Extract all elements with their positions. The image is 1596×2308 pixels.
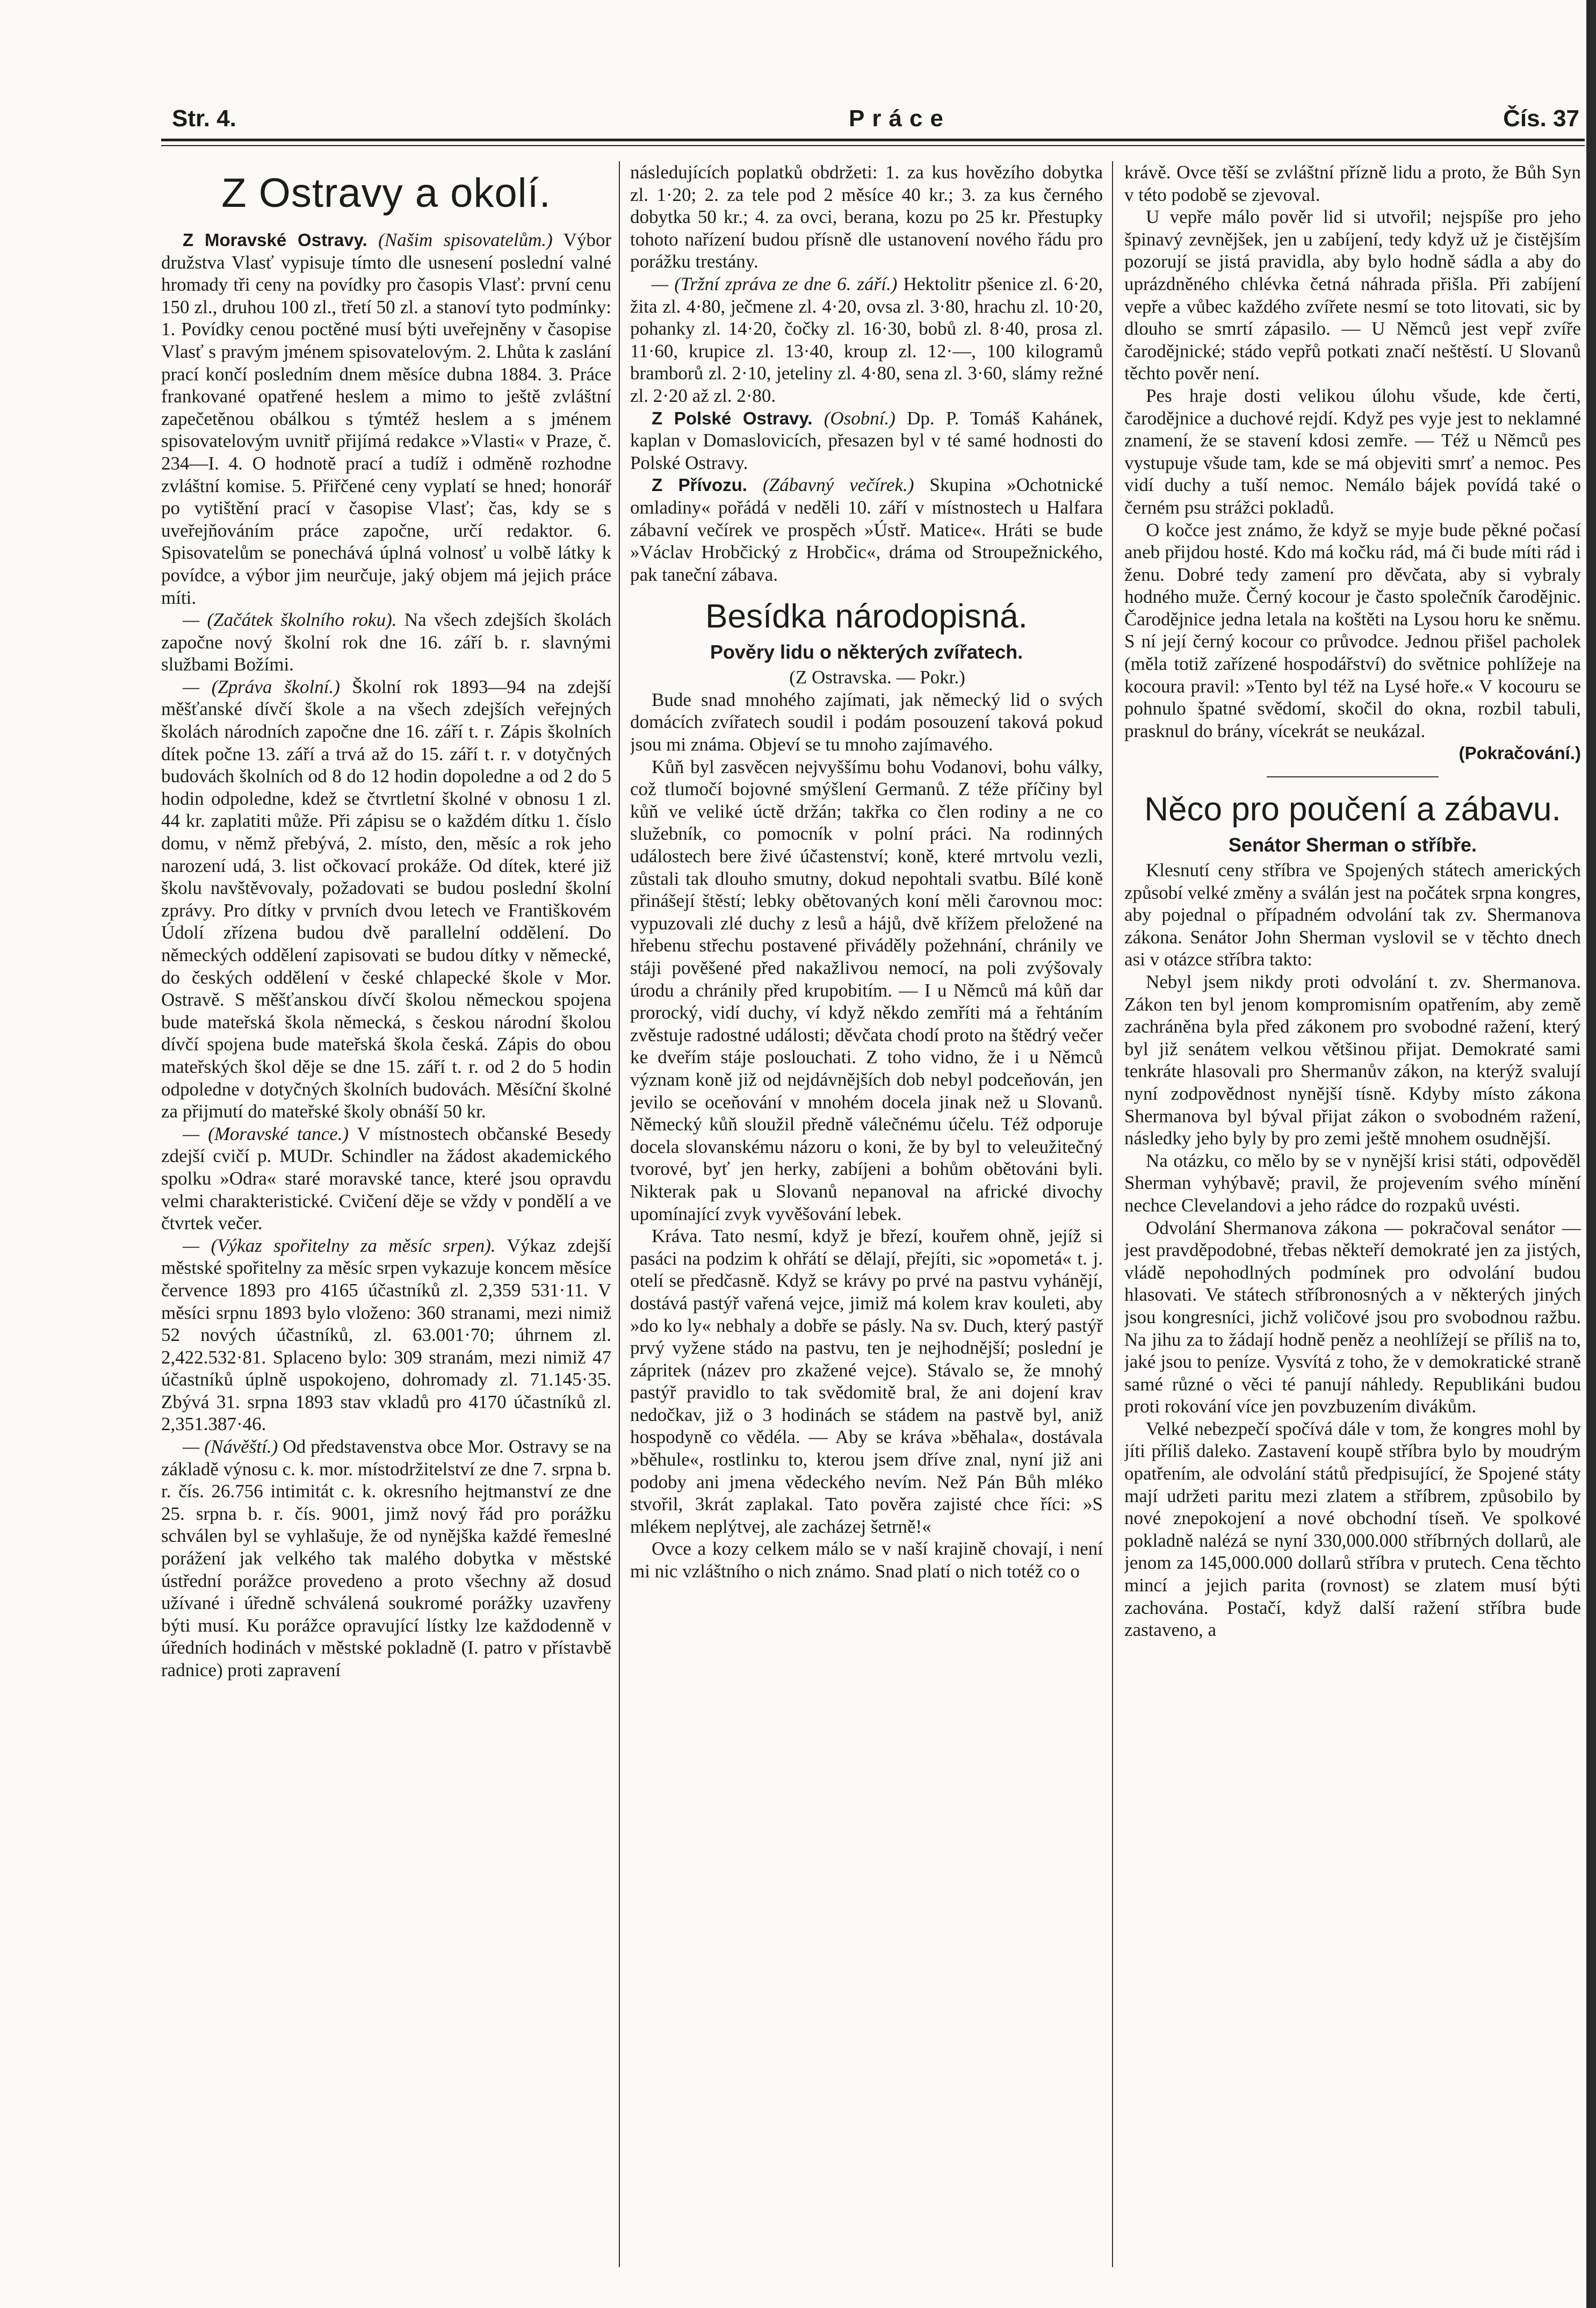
continuation-note: (Pokračování.) bbox=[1458, 743, 1581, 763]
header-rule bbox=[161, 139, 1585, 141]
article-paragraph: — (Začátek školního roku). Na všech zdejších školách započne nový školní rok dne 16. září b. r. slavnými službami Božími. bbox=[161, 609, 611, 675]
article-paragraph: Na otázku, co mělo by se v nynější krisi státi, odpověděl Sherman vyhýbavě; pravil, že projevením svého mínění nechce Clevelandovi a jeho rádce do rozpaků uvésti. bbox=[1124, 1150, 1581, 1216]
article-paragraph: Nebyl jsem nikdy proti odvolání t. zv. Shermanova. Zákon ten byl jenom kompromisním opatřením, aby země zachráněna byla před zákonem pro svobodné ražení, který byl již senátem velkou většinou přijat. Demokraté sami tenkráte hlasovali pro Shermanův zákon, na kterýž svalují nyní zodpovědnost nynější tísně. Kdyby místo zákona Shermanova byl býval přijat zákon o svobodném ražení, následky jeho byly by pro zemi ještě mnohem osudnější. bbox=[1124, 971, 1581, 1149]
article-paragraph: Kůň byl zasvěcen nejvyššímu bohu Vodanovi, bohu války, což tlumočí bojovné smýšlení Germanů. Z téže příčiny byl kůň ve veliké úctě držán; takřka co člen rodiny a ne co služebník, co pomocník v polní práci. Na rodinných událostech bere živé účastenství; koně, které mrtvolu vezli, zůstali tak dlouho smutny, dokud nepohtali svatbu. Bílé koně přinášejí štěstí; lebky obětovaných koní měli čarovnou moc: vypuzovali zlé duchy z lesů a hájů, dvě křížem přeložené na hřebenu střechu postavené přiváděly požehnání, chránily ve stáji pověšené před nakažlivou nemocí, na poli zvýšovaly úrodu a chránily před krupobitím. — I u Němců má kůň dar prorocký, vidí duchy, ví když někdo zemříti má a řehtáním zvěstuje radostné události; děvčata chodí proto na štědrý večer ke dveřím stáje poslouchati. Z toho vidno, že i u Němců význam koně již od nejdávnějších dob nebyl podceňován, jen jevilo se oceňování v mnohém docela jinak než u Slovanů. Německý kůň sloužil předně válečnému účelu. Též odporuje docela slovanskému názoru o koni, že by byl to veleužitečný tvorové, byť jen herky, zabíjeni a bohům obětováni byli. Nikterak pak u Slovanů nepanoval na africké divochy upomínající zvyk vyvěšování lebek. bbox=[630, 756, 1103, 1224]
column-3 bbox=[1124, 161, 1581, 2267]
article-paragraph: Bude snad mnohého zajímati, jak německý lid o svých domácích zvířatech soudil i podám posouzení taková pokud jsou mi známa. Objeví se tu mnoho zajímavého. bbox=[630, 689, 1103, 755]
article-paragraph: Z Přívozu. (Zábavný večírek.) Skupina »Ochotnické omladiny« pořádá v neděli 10. září v místnostech u Halfara zábavní večírek ve prospěch »Ústř. Matice«. Hráti se bude »Václav Hrobčický z Hrobčic«, dráma od Stroupežnického, pak taneční zábava. bbox=[630, 474, 1103, 585]
section-subtitle: Pověry lidu o některých zvířatech. bbox=[710, 641, 1023, 663]
page-edge-shadow bbox=[1586, 0, 1596, 2308]
section-title: Besídka národopisná. bbox=[705, 598, 1028, 636]
section-title: Z Ostravy a okolí. bbox=[221, 170, 551, 216]
column-divider bbox=[619, 161, 620, 2267]
article-paragraph: Klesnutí ceny stříbra ve Spojených státech amerických způsobí velké změny a sválán jest na počátek srpna kongres, aby pojednal o případném odvolání tak zv. Shermanova zákona. Senátor John Sherman vyslovil se v těchto dnech asi v otázce stříbra takto: bbox=[1124, 860, 1581, 970]
article-paragraph: — (Tržní zpráva ze dne 6. září.) Hektolitr pšenice zl. 6·20, žita zl. 4·80, ječmene zl. 4·20, ovsa zl. 3·80, hrachu zl. 10·20, pohanky zl. 14·20, čočky zl. 16·30, bobů zl. 8·40, prosa zl. 11·60, krupice zl. 13·40, kroup zl. 12·—, 100 kilogramů bramborů zl. 2·10, jeteliny zl. 4·80, sena zl. 3·60, slámy režné zl. 2·20 až zl. 2·80. bbox=[630, 273, 1103, 406]
article-paragraph: Z Polské Ostravy. (Osobní.) Dp. P. Tomáš Kahánek, kaplan v Domaslovicích, přesazen byl v té samé hodnosti do Polské Ostravy. bbox=[630, 407, 1103, 473]
article-paragraph: Kráva. Tato nesmí, když je březí, kouřem ohně, jejíž si pasáci na podzim k ohřátí se dělají, přejíti, sic »opometá« t. j. otelí se předčasně. Když se krávy po prvé na pastvu vyhánějí, dostává pastýř vařená vejce, jimiž má kolem krav kouleti, aby »do ko ly« nebhaly a dobře se pásly. Na sv. Duch, který pastýř prvý vyžene stádo na pastvu, ten je nejhodnější; poslední je zápritek (název pro zkažené vejce). Stávalo se, že mnohý pastýř pravidlo to tak svědomitě bral, že ani dojení krav nedočkav, již o 3 hodinách se stádem na pastvě byl, aniž hospodyně co vědéla. — Aby se kráva »běhala«, dostávala »běhule«, rostlinku to, kterou jsem dříve znal, nyní již ani podoby ani jmena vědeckého nevím. Než Pán Bůh mléko stvořil, 3krát zaplakal. Tato pověra zajisté chce říci: »S mlékem neplýtvej, ale zacházej šetrně!« bbox=[630, 1225, 1103, 1537]
article-paragraph: Ovce a kozy celkem málo se v naší krajině chovají, i není mi nic vzláštního o nich známo. Snad platí o nich totéž co o bbox=[630, 1538, 1103, 1582]
column-2 bbox=[630, 161, 1103, 2267]
section-source: (Z Ostravska. — Pokr.) bbox=[789, 667, 965, 688]
column-divider bbox=[1112, 161, 1113, 2267]
article-paragraph: U vepře málo pověr lid si utvořil; nejspíše pro jeho špinavý zevnějšek, jen u zabíjení, tedy když už je čistějším pozorují se jistá pravidla, aby bylo hodně sádla a aby do uprázdněného chlévka četná náhrada přišla. Při zabíjení vepře a vůbec každého zvířete nesmí se toto litovati, sic by dlouho se smrtí zápasilo. — U Němců jest vepř zvíře čarodějnické; stádo vepřů potkati značí neštěstí. U Slovanů těchto pověr není. bbox=[1124, 206, 1581, 384]
issue-number: Čís. 37 bbox=[1503, 105, 1579, 132]
section-subtitle: Senátor Sherman o stříbře. bbox=[1228, 834, 1477, 856]
section-title: Něco pro poučení a zábavu. bbox=[1144, 791, 1561, 828]
article-paragraph: Z Moravské Ostravy. (Našim spisovatelům.) Výbor družstva Vlasť vypisuje tímto dle usnesení poslední valné hromady tři ceny na povídky pro časopis Vlasť: první cenu 150 zl., druhou 100 zl., třetí 50 zl. a stanoví tyto podmínky: 1. Povídky cenou poctěné musí býti uveřejněny v časopise Vlasť s pravým jménem spisovatelovým. 2. Lhůta k zaslání prací končí posledním dnem měsíce dubna 1884. 3. Práce frankované opatřené heslem a mimo to ještě zvláštní zapečetěnou obálkou s týmtéž heslem a s jménem spisovatelovým uvnitř přijímá redakce »Vlasti« v Praze, č. 234—I. 4. O hodnotě prací a tudíž i odměně rozhodne zvláštní komise. 5. Přiřčené ceny vyplatí se hned; honorář po vytištění prací v časopise Vlasť; čas, kdy se s uveřejňováním práce započne, určí redaktor. 6. Spisovatelům se ponechává úplná volnosť u volbě látky k povídce, a výbor jim neurčuje, jaký objem má jejich práce míti. bbox=[161, 229, 611, 608]
article-paragraph: — (Zpráva školní.) Školní rok 1893—94 na zdejší měšťanské dívčí škole a na všech zdejších veřejných školách národních započne dne 16. září t. r. Zápis školních dítek počne 13. září a trvá až do 15. září t. r. v dotyčných budovách školních od 8 do 12 hodin dopoledne a od 2 do 5 hodin odpoledne, kdež se čtvrtletní školné v obnosu 1 zl. 44 kr. zaplatiti může. Při zápisu se o každém dítku 1. číslo domu, v němž přebývá, 2. místo, den, měsíc a rok jeho narození udá, 3. list očkovací prokáže. Od dítek, které již školu navštěvovaly, požadovati se budou poslední školní zprávy. Pro dítky v prvních dvou letech ve Františkovém Údolí zřízena budou dvě parallelní oddělení. Do německých oddělení zapisovati se budou dítky v německé, do českých oddělení v české chlapecké škole v Mor. Ostravě. S měšťanskou dívčí školou německou spojena bude mateřská škola německá, s českou národní školou dívčí spojena bude mateřská škola česká. Zápis do obou mateřských škol děje se dne 15. září t. r. od 2 do 5 hodin odpoledne v dotyčných školních budovách. Měsíční školné za přijmutí do mateřské školy obnáší 50 kr. bbox=[161, 676, 611, 1122]
article-paragraph: Odvolání Shermanova zákona — pokračoval senátor — jest pravděpodobné, třebas někteří demokraté jen za jistých, vládě nepohodlných podmínek pro odvolání budou hlasovati. Ve státech stříbronosných a v některých jiných jsou kongresníci, jichž voličové jsou pro svobodnou ražbu. Na jihu za to žádají hodně peněz a neohlížejí se příliš na to, jaké jsou to peníze. Vysvítá z toho, že v demokratické straně samé různé o věci té panují náhledy. Republikáni budou proti rokování více jen povzbuzením divákům. bbox=[1124, 1217, 1581, 1417]
article-paragraph: krávě. Ovce těší se zvláštní přízně lidu a proto, že Bůh Syn v této podobě se zjevoval. bbox=[1124, 162, 1581, 205]
column-1 bbox=[161, 161, 611, 2267]
article-paragraph: — (Výkaz spořitelny za měsíc srpen). Výkaz zdejší městské spořitelny za měsíc srpen vykazuje koncem měsíce července 1893 pro 4165 účastníků zl. 2,359 531·11. V měsíci srpnu 1893 bylo vloženo: 360 stranami, mezi nimiž 52 nových účastníků, zl. 63.001·70; úhrnem zl. 2,422.532·81. Splaceno bylo: 309 stranám, mezi nimiž 47 účastníků úplně uspokojeno, dohromady zl. 71.145·35. Zbývá 31. srpna 1893 stav vkladů pro 4170 účastníků zl. 2,351.387·46. bbox=[161, 1235, 611, 1435]
article-paragraph: Velké nebezpečí spočívá dále v tom, že kongres mohl by jíti příliš daleko. Zastavení koupě stříbra bylo by moudrým opatřením, ale odvolání států předpisující, že Spojené státy mají udržeti paritu mezi zlatem a stříbrem, způsobilo by nové znepokojení a nové obchodní tíseň. Ve spolkové pokladně nalézá se nyní 330,000.000 stříbrných dollarů, ale jenom za 145,000.000 dollarů stříbra v prutech. Cena těchto mincí a jejich parita (rovnost) se zlatem musí býti zachována. Postačí, když další ražení stříbra bude zastaveno, a bbox=[1124, 1418, 1581, 1641]
article-paragraph: O kočce jest známo, že když se myje bude pěkné počasí aneb přijdou hosté. Kdo má kočku rád, má či bude míti rád i ženu. Dobré tedy zamení pro děvčata, aby si vybraly hodného muže. Černý kocour je často společník čarodějnic. Čarodějnice jedna letala na koštěti na Lysou horu ke sněmu. S ní její černý kocour co průvodce. Jednou přišel pacholek (měla totiž zařízené hospodářství) do světnice pohlížeje na kocoura pravil: »Tento byl též na Lysé hoře.« V kocouru se pohnulo špatné svědomí, skočil do okna, rozbil tabuli, prasknul do brány, vícekrát se neukázal. bbox=[1124, 519, 1581, 741]
section-separator bbox=[1267, 776, 1439, 777]
header-rule-thin bbox=[161, 145, 1585, 146]
article-paragraph: — (Moravské tance.) V místnostech občanské Besedy zdejší cvičí p. MUDr. Schindler na žádost akademického spolku »Odra« staré moravské tance, které jsou opravdu velmi charakteristické. Cvičení děje se vždy v pondělí a ve čtvrtek večer. bbox=[161, 1123, 611, 1234]
article-paragraph: Pes hraje dosti velikou úlohu všude, kde čerti, čarodějnice a duchové rejdí. Když pes vyje jest to neklamné znamení, že se stavení kdosi zemře. — Též u Němců pes vystupuje všude tam, kde se má objeviti smrť a nemoc. Pes vidí duchy a tuší nemoc. Nemálo bájek povídá také o černém psu strážci pokladů. bbox=[1124, 385, 1581, 518]
page-header bbox=[161, 105, 1585, 143]
page-number: Str. 4. bbox=[172, 105, 236, 132]
article-paragraph: následujících poplatků obdržeti: 1. za kus hovězího dobytka zl. 1·20; 2. za tele pod 2 měsíce 40 kr.; 3. za kus černého dobytka 50 kr.; 4. za ovci, berana, kozu po 25 kr. Přestupky tohoto nařízení budou přísně dle ustanovení nového řádu pro porážku trestány. bbox=[630, 162, 1103, 272]
article-paragraph: — (Návěští.) Od představenstva obce Mor. Ostravy se na základě výnosu c. k. mor. místodržitelství ze dne 7. srpna b. r. čís. 26.756 intimitát c. k. okresního hejtmanství ze dne 25. srpna b. r. čís. 9001, jimž nový řád pro porážku schválen byl se vyhlašuje, že od nynějška každé řemeslné porážení jak velkého tak malého dobytka v městské ústřední porážce provedeno a proto všechny až dosud užívané i úředně schválená soukromé porážky uzavřeny býti musí. Ku porážce opravující lístky lze každodenně v úředních hodinách v městské pokladně (I. patro v přístavbě radnice) proti zapravení bbox=[161, 1436, 611, 1680]
newspaper-title: Práce bbox=[849, 105, 951, 132]
